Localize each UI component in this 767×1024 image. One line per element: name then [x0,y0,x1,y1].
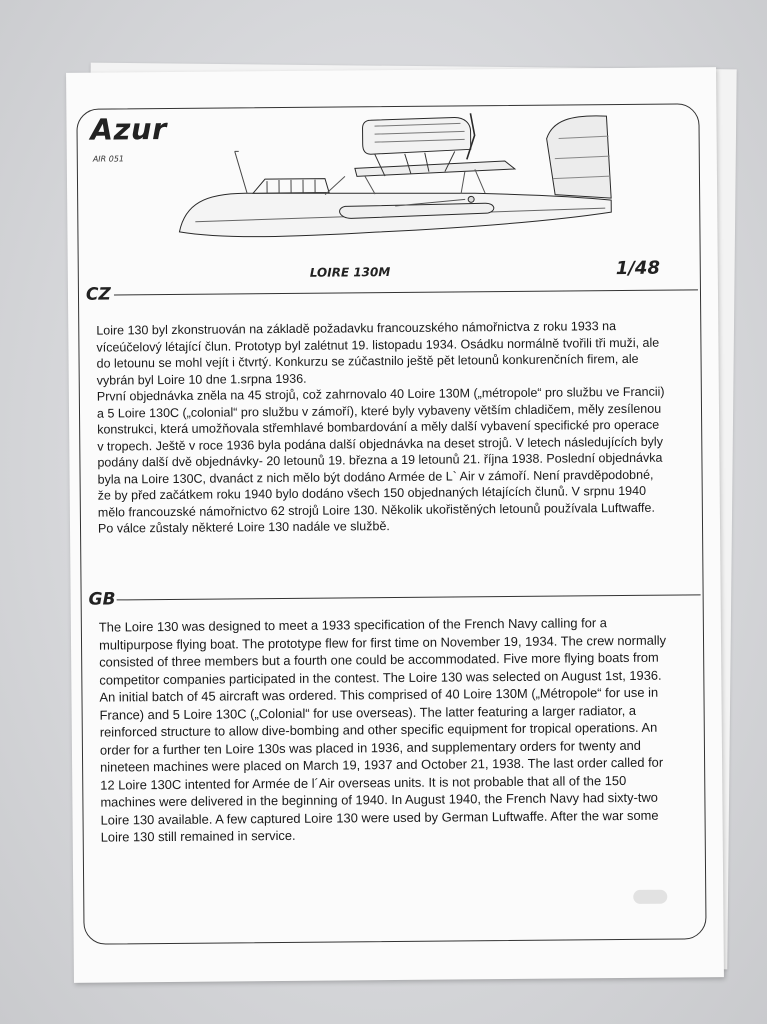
model-name: LOIRE 130M [309,265,391,280]
kit-code: AIR 051 [92,154,125,164]
language-label-cz: CZ [85,284,111,305]
language-label-gb: GB [88,589,116,610]
kit-scale: 1/48 [615,257,661,280]
paragraph: První objednávka zněla na 45 strojů, což zahrnovalo 40 Loire 130M („métropole“ pro službu ve Francii) a 5 Loire 130C („colonial“ pro službu v zámoří), které byly vybaveny větším chladičem, měly zesílenou konstrukci, která umožňovala střemhlavé bombardování a měly další vybavení specifické pro operace v tropech. Ještě v roce 1936 byla podána další objednávka na deset strojů. V letech následujících byly podány další dvě objednávky- 20 letounů 19. března a 19 letounů 21. října 1938. Poslední objednávka byla na Loire 130C, dvanáct z nich mělo být dodáno Armée de L` Air v zámoří. Není pravděpodobné, že by před začátkem roku 1940 bylo dodáno všech 150 objednaných létajících člunů. V srpnu 1940 mělo francouzské námořnictvo 62 strojů Loire 130. Několik ukořistěných letounů používala Luftwaffe. Po válce zůstaly některé Loire 130 nadále ve službě. [96,384,665,536]
faint-stamp [633,890,667,904]
history-text-cz [96,318,668,537]
brand-logo: Azur [90,111,167,147]
history-text-gb [99,614,671,846]
paragraph: The Loire 130 was designed to meet a 1933 specification of the French Navy calling for a multipurpose flying boat. The prototype flew for first time on November 19, 1934. The crew normally consisted of three members but a fourth one could be accommodated. Five more flying boats from competitor companies participated in the contest. The Loire 130 was selected on August 1st, 1936. An initial batch of 45 aircraft was ordered. This comprised of 40 Loire 130M („Métropole“ for use in France) and 5 Loire 130C („Colonial“ for use overseas). The latter featuring a larger radiator, a reinforced structure to allow dive-bombing and other specific equipment for tropical operations. An order for a further ten Loire 130s was placed in 1936, and supplementary orders for twenty and nineteen machines were placed on March 19, 1937 and October 21, 1938. The last order called for 12 Loire 130C intented for Armée de l´Air overseas units. It is not probable that all of the 150 machines were delivered in the beginning of 1940. In August 1940, the French Navy had sixty-two Loire 130 available. A few captured Loire 130 were used by German Luftwaffe. After the war some Loire 130 still remained in service. [98,615,667,845]
instruction-sheet [66,67,724,983]
paragraph: Loire 130 byl zkonstruován na základě požadavku francouzského námořnictva z roku 1933 na víceúčelový létající člun. Prototyp byl zalétnut 19. listopadu 1934. Osádku normálně tvořili tři muži, ale do letounu se mohl vejít i čtvrtý. Konkurzu se zúčastnilo ještě pět letounů konkurenčních firem, ale vybrán byl Loire 10 dne 1.srpna 1936. [96,319,660,388]
flying-boat-icon [174,108,615,262]
